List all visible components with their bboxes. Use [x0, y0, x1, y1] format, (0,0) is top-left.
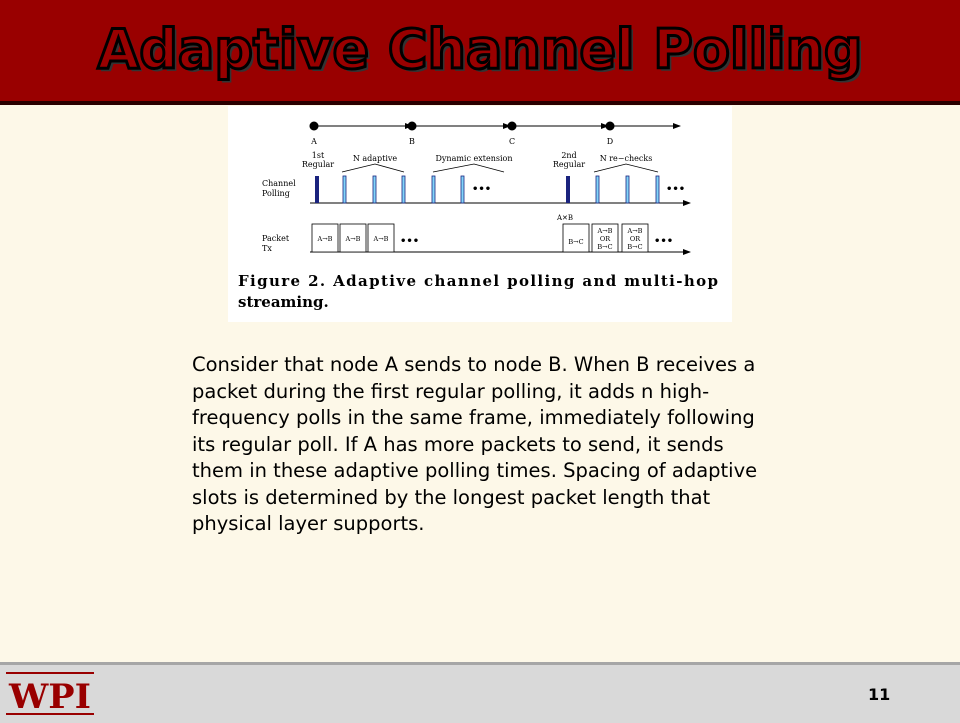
packet-label-2: Tx	[262, 244, 272, 253]
regular-poll-1	[315, 176, 319, 203]
packet-1-text: A→B	[317, 235, 333, 243]
packet-5-text-1: A→B	[597, 227, 613, 235]
extension-poll-1	[432, 176, 435, 203]
packet-ellipsis-2: •••	[654, 236, 674, 247]
packet-3-text: A→B	[373, 235, 389, 243]
logo-text: WPI	[7, 677, 92, 717]
recheck-poll-3	[656, 176, 659, 203]
node-d-label: D	[606, 137, 614, 146]
figure-caption-line-2: streaming.	[238, 293, 329, 311]
packet-ellipsis-1: •••	[400, 236, 420, 247]
channel-ellipsis-2: •••	[666, 184, 686, 195]
node-a-dot	[310, 122, 319, 131]
node-a-label: A	[311, 137, 317, 146]
figure	[228, 106, 732, 322]
n-rechecks-brace	[594, 164, 658, 172]
adaptive-poll-1	[343, 176, 346, 203]
n-adaptive-brace	[342, 164, 404, 172]
second-regular-label-1: 2nd	[561, 151, 577, 160]
page-number: 11	[868, 685, 891, 704]
packet-6-text-2: OR	[629, 235, 641, 243]
regular-poll-2	[566, 176, 570, 203]
channel-ellipsis-1: •••	[472, 184, 492, 195]
channel-label-1: Channel	[262, 179, 296, 188]
node-b-dot	[408, 122, 417, 131]
packet-6-text-1: A→B	[627, 227, 643, 235]
packet-5-text-3: B→C	[597, 243, 613, 251]
node-c-label: C	[508, 137, 516, 146]
node-c-dot	[508, 122, 517, 131]
adaptive-poll-2	[373, 176, 376, 203]
slide-title: Adaptive Channel Polling	[97, 18, 863, 81]
polling-diagram	[228, 106, 732, 322]
body-paragraph: Consider that node A sends to node B. When B receives a packet during the first regular polling, it adds n high-frequency polls in the same frame, immediately following its regular poll. If A has more packets to send, it sends them in these adaptive polling times. Spacing of adaptive slots is determined by the longest packet length that physical layer supports.	[192, 353, 758, 535]
node-d-dot	[606, 122, 615, 131]
packet-label-1: Packet	[262, 234, 290, 243]
body-text	[192, 352, 772, 538]
packet-6-text-3: B→C	[627, 243, 643, 251]
packet-2-text: A→B	[345, 235, 361, 243]
recheck-poll-1	[596, 176, 599, 203]
recheck-poll-2	[626, 176, 629, 203]
adaptive-poll-3	[402, 176, 405, 203]
wpi-logo	[4, 668, 96, 720]
n-adaptive-label: N adaptive	[352, 154, 398, 163]
dynamic-extension-brace	[433, 164, 504, 172]
dynamic-extension-label: Dynamic extension	[435, 154, 513, 163]
first-regular-label-2: Regular	[301, 160, 335, 169]
first-regular-label-1: 1st	[311, 151, 325, 160]
collision-label: A✕B	[557, 214, 574, 222]
second-regular-label-2: Regular	[552, 160, 586, 169]
figure-caption-line-1: Figure 2. Adaptive channel polling and multi-hop	[238, 272, 718, 290]
channel-label-2: Polling	[262, 189, 290, 198]
extension-poll-2	[461, 176, 464, 203]
footer-bar	[0, 662, 960, 723]
packet-4-text: B→C	[568, 238, 584, 246]
node-b-label: B	[409, 137, 415, 146]
packet-5-text-2: OR	[599, 235, 611, 243]
n-rechecks-label: N re−checks	[599, 154, 653, 163]
